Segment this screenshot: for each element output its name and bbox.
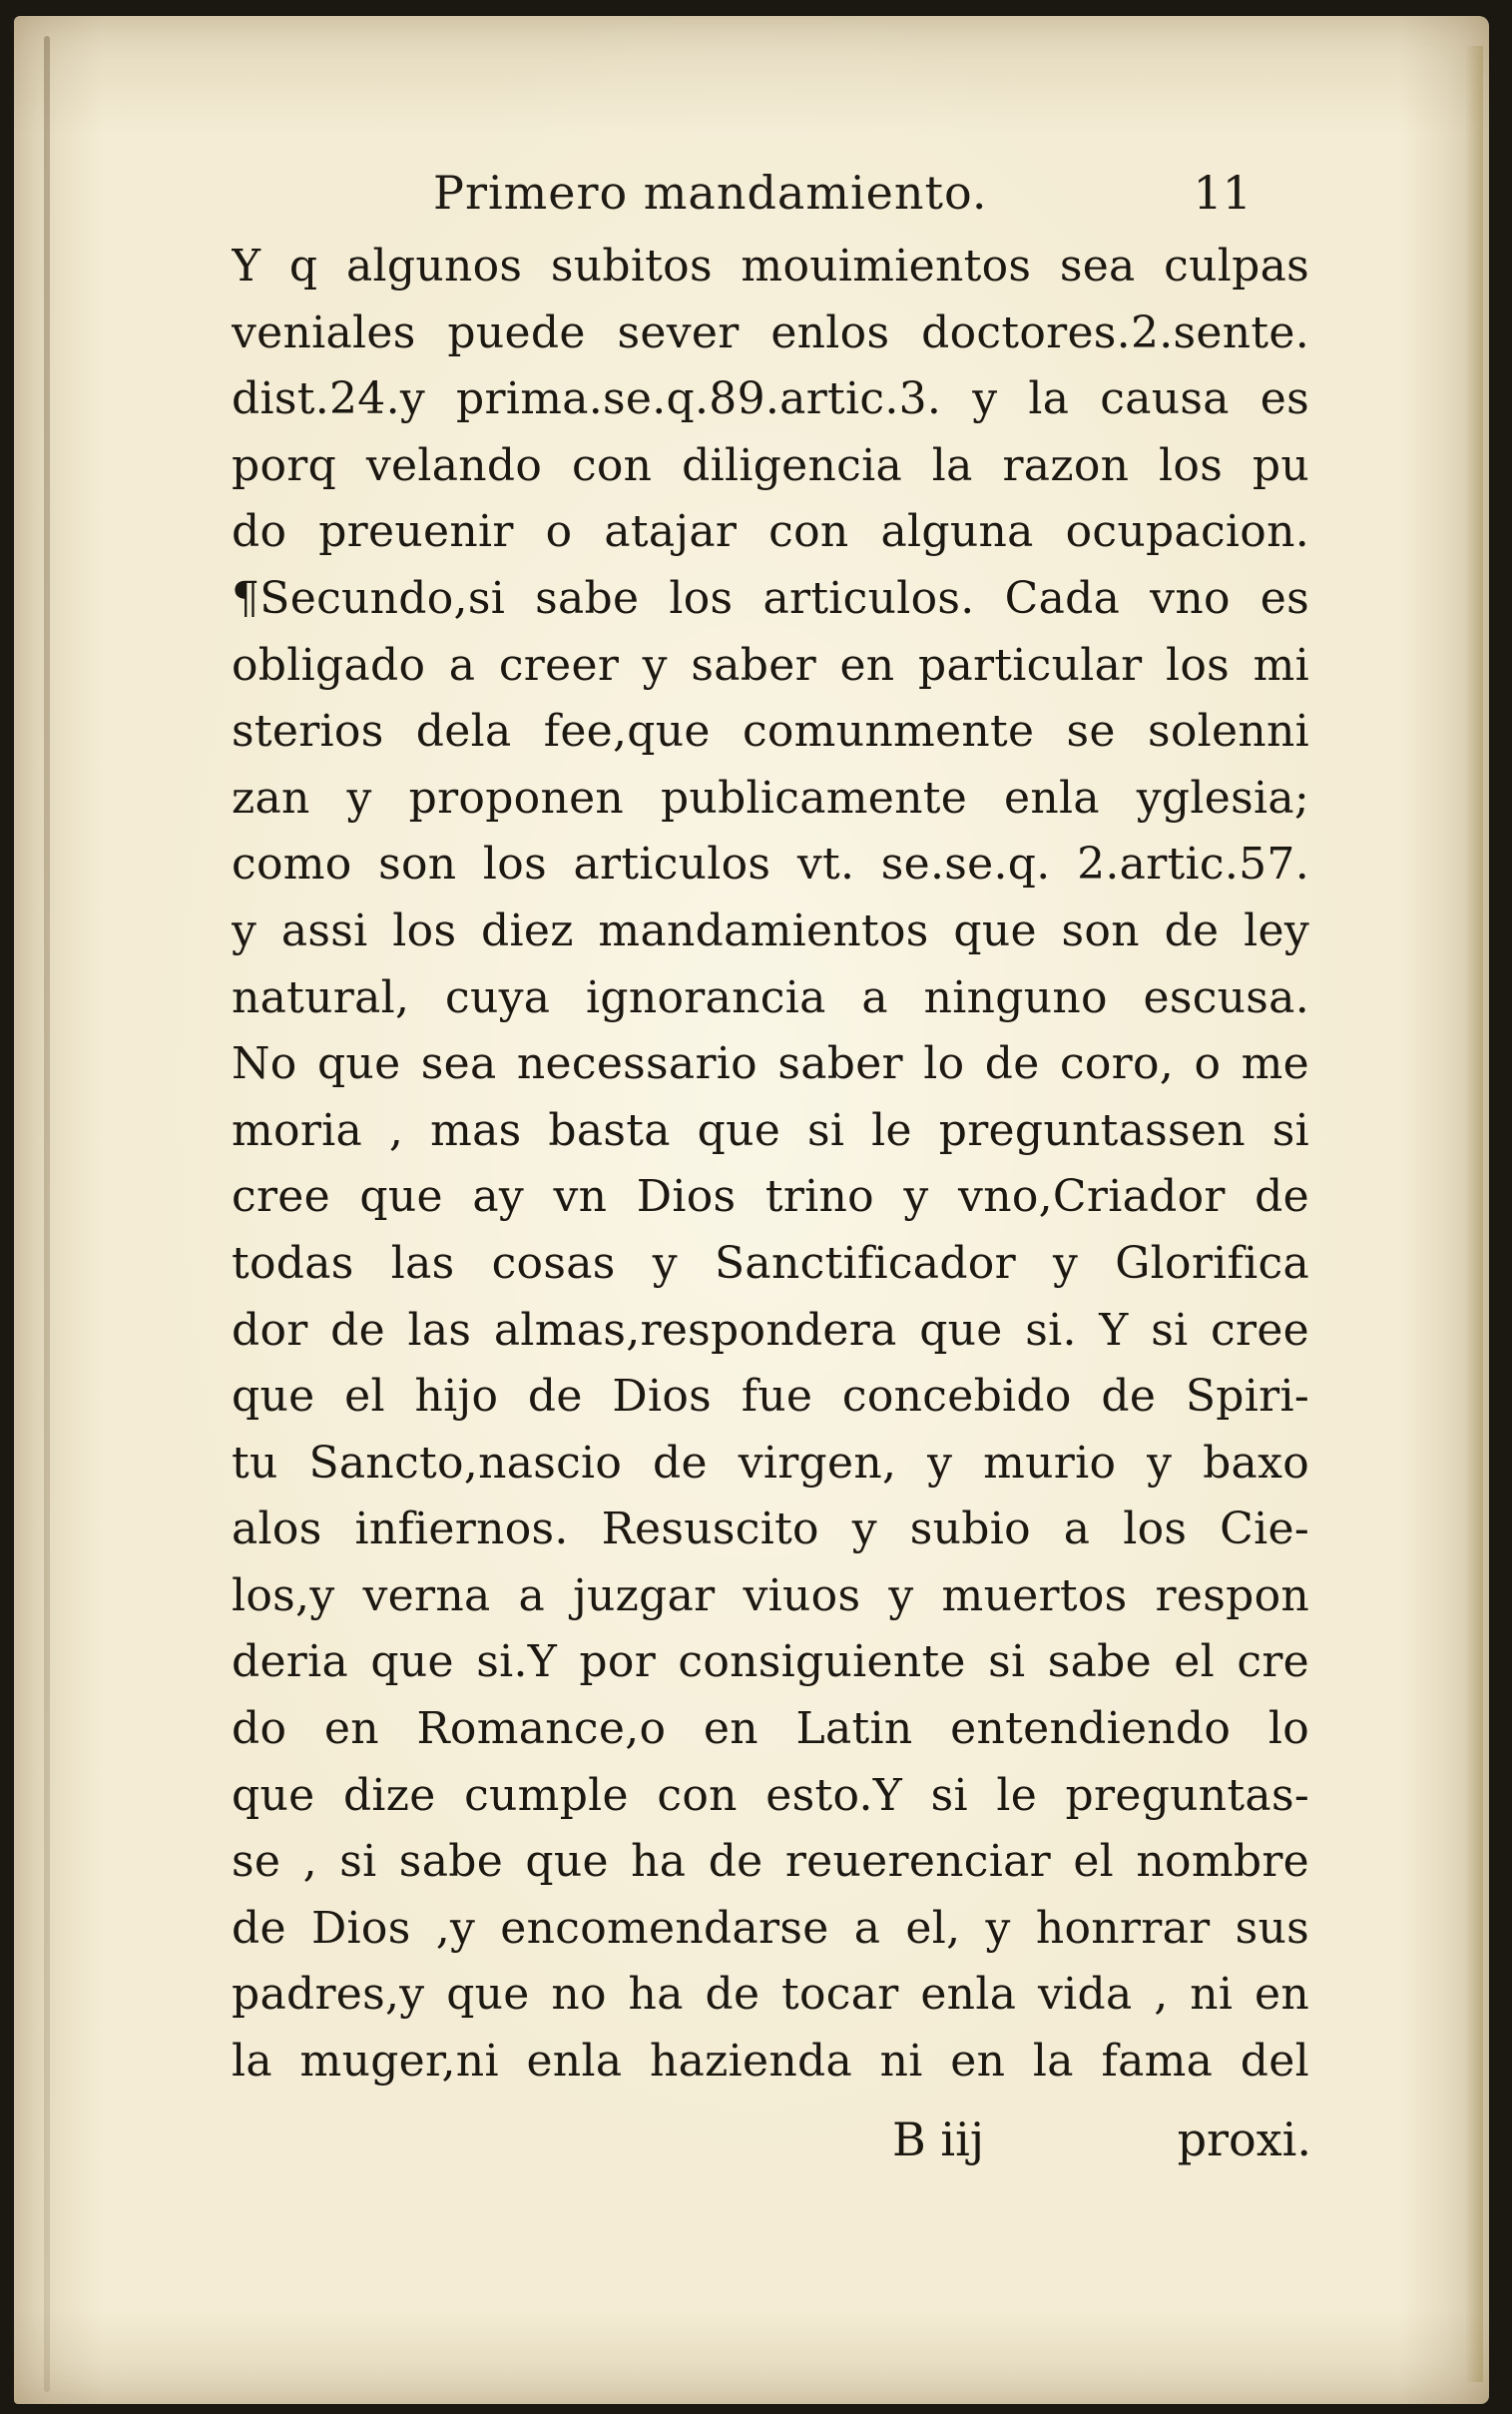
page-edge xyxy=(1465,46,1483,2382)
catchword: proxi. xyxy=(1177,2112,1311,2166)
text-line: sterios dela fee,que comunmente se solenni xyxy=(232,706,1309,758)
text-line: cree que ay vn Dios trino y vno,Criador de xyxy=(232,1171,1309,1223)
running-title: Primero mandamiento. xyxy=(433,166,988,220)
text-line: deria que si.Y por consiguiente si sabe el cre xyxy=(232,1636,1309,1688)
text-line: dist.24.y prima.se.q.89.artic.3. y la causa es xyxy=(232,373,1309,425)
text-line: tu Sancto,nascio de virgen, y murio y baxo xyxy=(232,1437,1309,1489)
text-line: natural, cuya ignorancia a ninguno escusa. xyxy=(232,971,1309,1023)
text-line: y assi los diez mandamientos que son de ley xyxy=(232,905,1309,956)
text-line: como son los articulos vt. se.se.q. 2.artic.57. xyxy=(232,839,1309,891)
text-line: alos infiernos. Resuscito y subio a los Cie- xyxy=(232,1504,1309,1555)
text-line: do en Romance,o en Latin entendiendo lo xyxy=(232,1703,1309,1755)
text-line: No que sea necessario saber lo de coro, o me xyxy=(232,1038,1309,1090)
binding-gutter xyxy=(44,36,50,2392)
text-line: de Dios ,y encomendarse a el, y honrrar sus xyxy=(232,1902,1309,1954)
text-line: la muger,ni enla hazienda ni en la fama del xyxy=(232,2036,1309,2088)
text-line: veniales puede sever enlos doctores.2.sente. xyxy=(232,306,1309,358)
text-line: todas las cosas y Sanctificador y Glorifica xyxy=(232,1237,1309,1289)
signature-mark: B iij xyxy=(892,2112,985,2166)
text-line: do preuenir o atajar con alguna ocupacion. xyxy=(232,506,1309,558)
text-line: Y q algunos subitos mouimientos sea culpas xyxy=(232,241,1309,292)
text-line: que el hijo de Dios fue concebido de Spiri- xyxy=(232,1371,1309,1423)
text-line: zan y proponen publicamente enla yglesia; xyxy=(232,772,1309,824)
body-text xyxy=(232,234,1309,2096)
text-line: que dize cumple con esto.Y si le preguntas- xyxy=(232,1769,1309,1821)
text-line: los,y verna a juzgar viuos y muertos respon xyxy=(232,1569,1309,1621)
text-line: obligado a creer y saber en particular los mi xyxy=(232,639,1309,691)
text-line: se , si sabe que ha de reuerenciar el nombre xyxy=(232,1836,1309,1888)
book-page xyxy=(14,16,1489,2404)
text-line: dor de las almas,respondera que si. Y si cree xyxy=(232,1304,1309,1356)
page-number: 11 xyxy=(1193,166,1252,220)
text-line: moria , mas basta que si le preguntassen si xyxy=(232,1104,1309,1156)
text-line: ¶Secundo,si sabe los articulos. Cada vno es xyxy=(232,572,1309,624)
page-footer xyxy=(892,2112,1311,2182)
page-header xyxy=(433,166,1252,236)
text-line: porq velando con diligencia la razon los pu xyxy=(232,439,1309,491)
text-line: padres,y que no ha de tocar enla vida , ni en xyxy=(232,1969,1309,2021)
